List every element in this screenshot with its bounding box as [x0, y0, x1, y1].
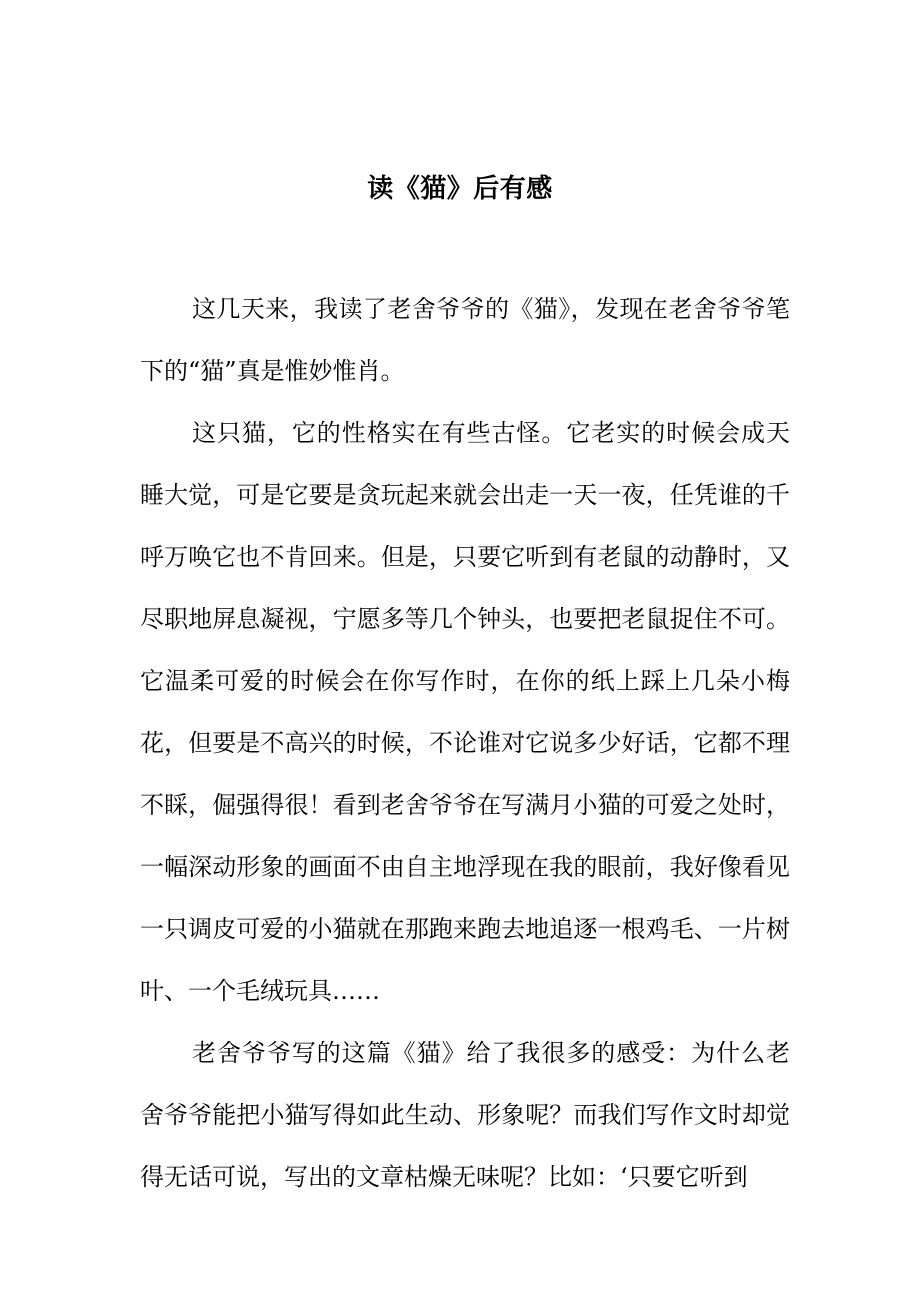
document-title: 读《猫》后有感 [367, 174, 553, 205]
document-body [140, 278, 790, 1208]
paragraph-2: 这只猫，它的性格实在有些古怪。它老实的时候会成天睡大觉，可是它要是贪玩起来就会出走一天一夜，任凭谁的千呼万唤它也不肯回来。但是，只要它听到有老鼠的动静时，又尽职地屏息凝视，宁愿多等几个钟头，也要把老鼠捉住不可。它温柔可爱的时候会在你写作时，在你的纸上踩上几朵小梅花，但要是不高兴的时候，不论谁对它说多少好话，它都不理不睬，倔强得很！看到老舍爷爷在写满月小猫的可爱之处时，一幅深动形象的画面不由自主地浮现在我的眼前，我好像看见一只调皮可爱的小猫就在那跑来跑去地追逐一根鸡毛、一片树叶、一个毛绒玩具…… [140, 419, 790, 1005]
paragraph-3: 老舍爷爷写的这篇《猫》给了我很多的感受：为什么老舍爷爷能把小猫写得如此生动、形象呢？而我们写作文时却觉得无话可说，写出的文章枯燥无味呢？比如：‘只要它听到 [140, 1039, 790, 1191]
paragraph-1: 这几天来，我读了老舍爷爷的《猫》，发现在老舍爷爷笔下的“猫”真是惟妙惟肖。 [140, 295, 790, 385]
